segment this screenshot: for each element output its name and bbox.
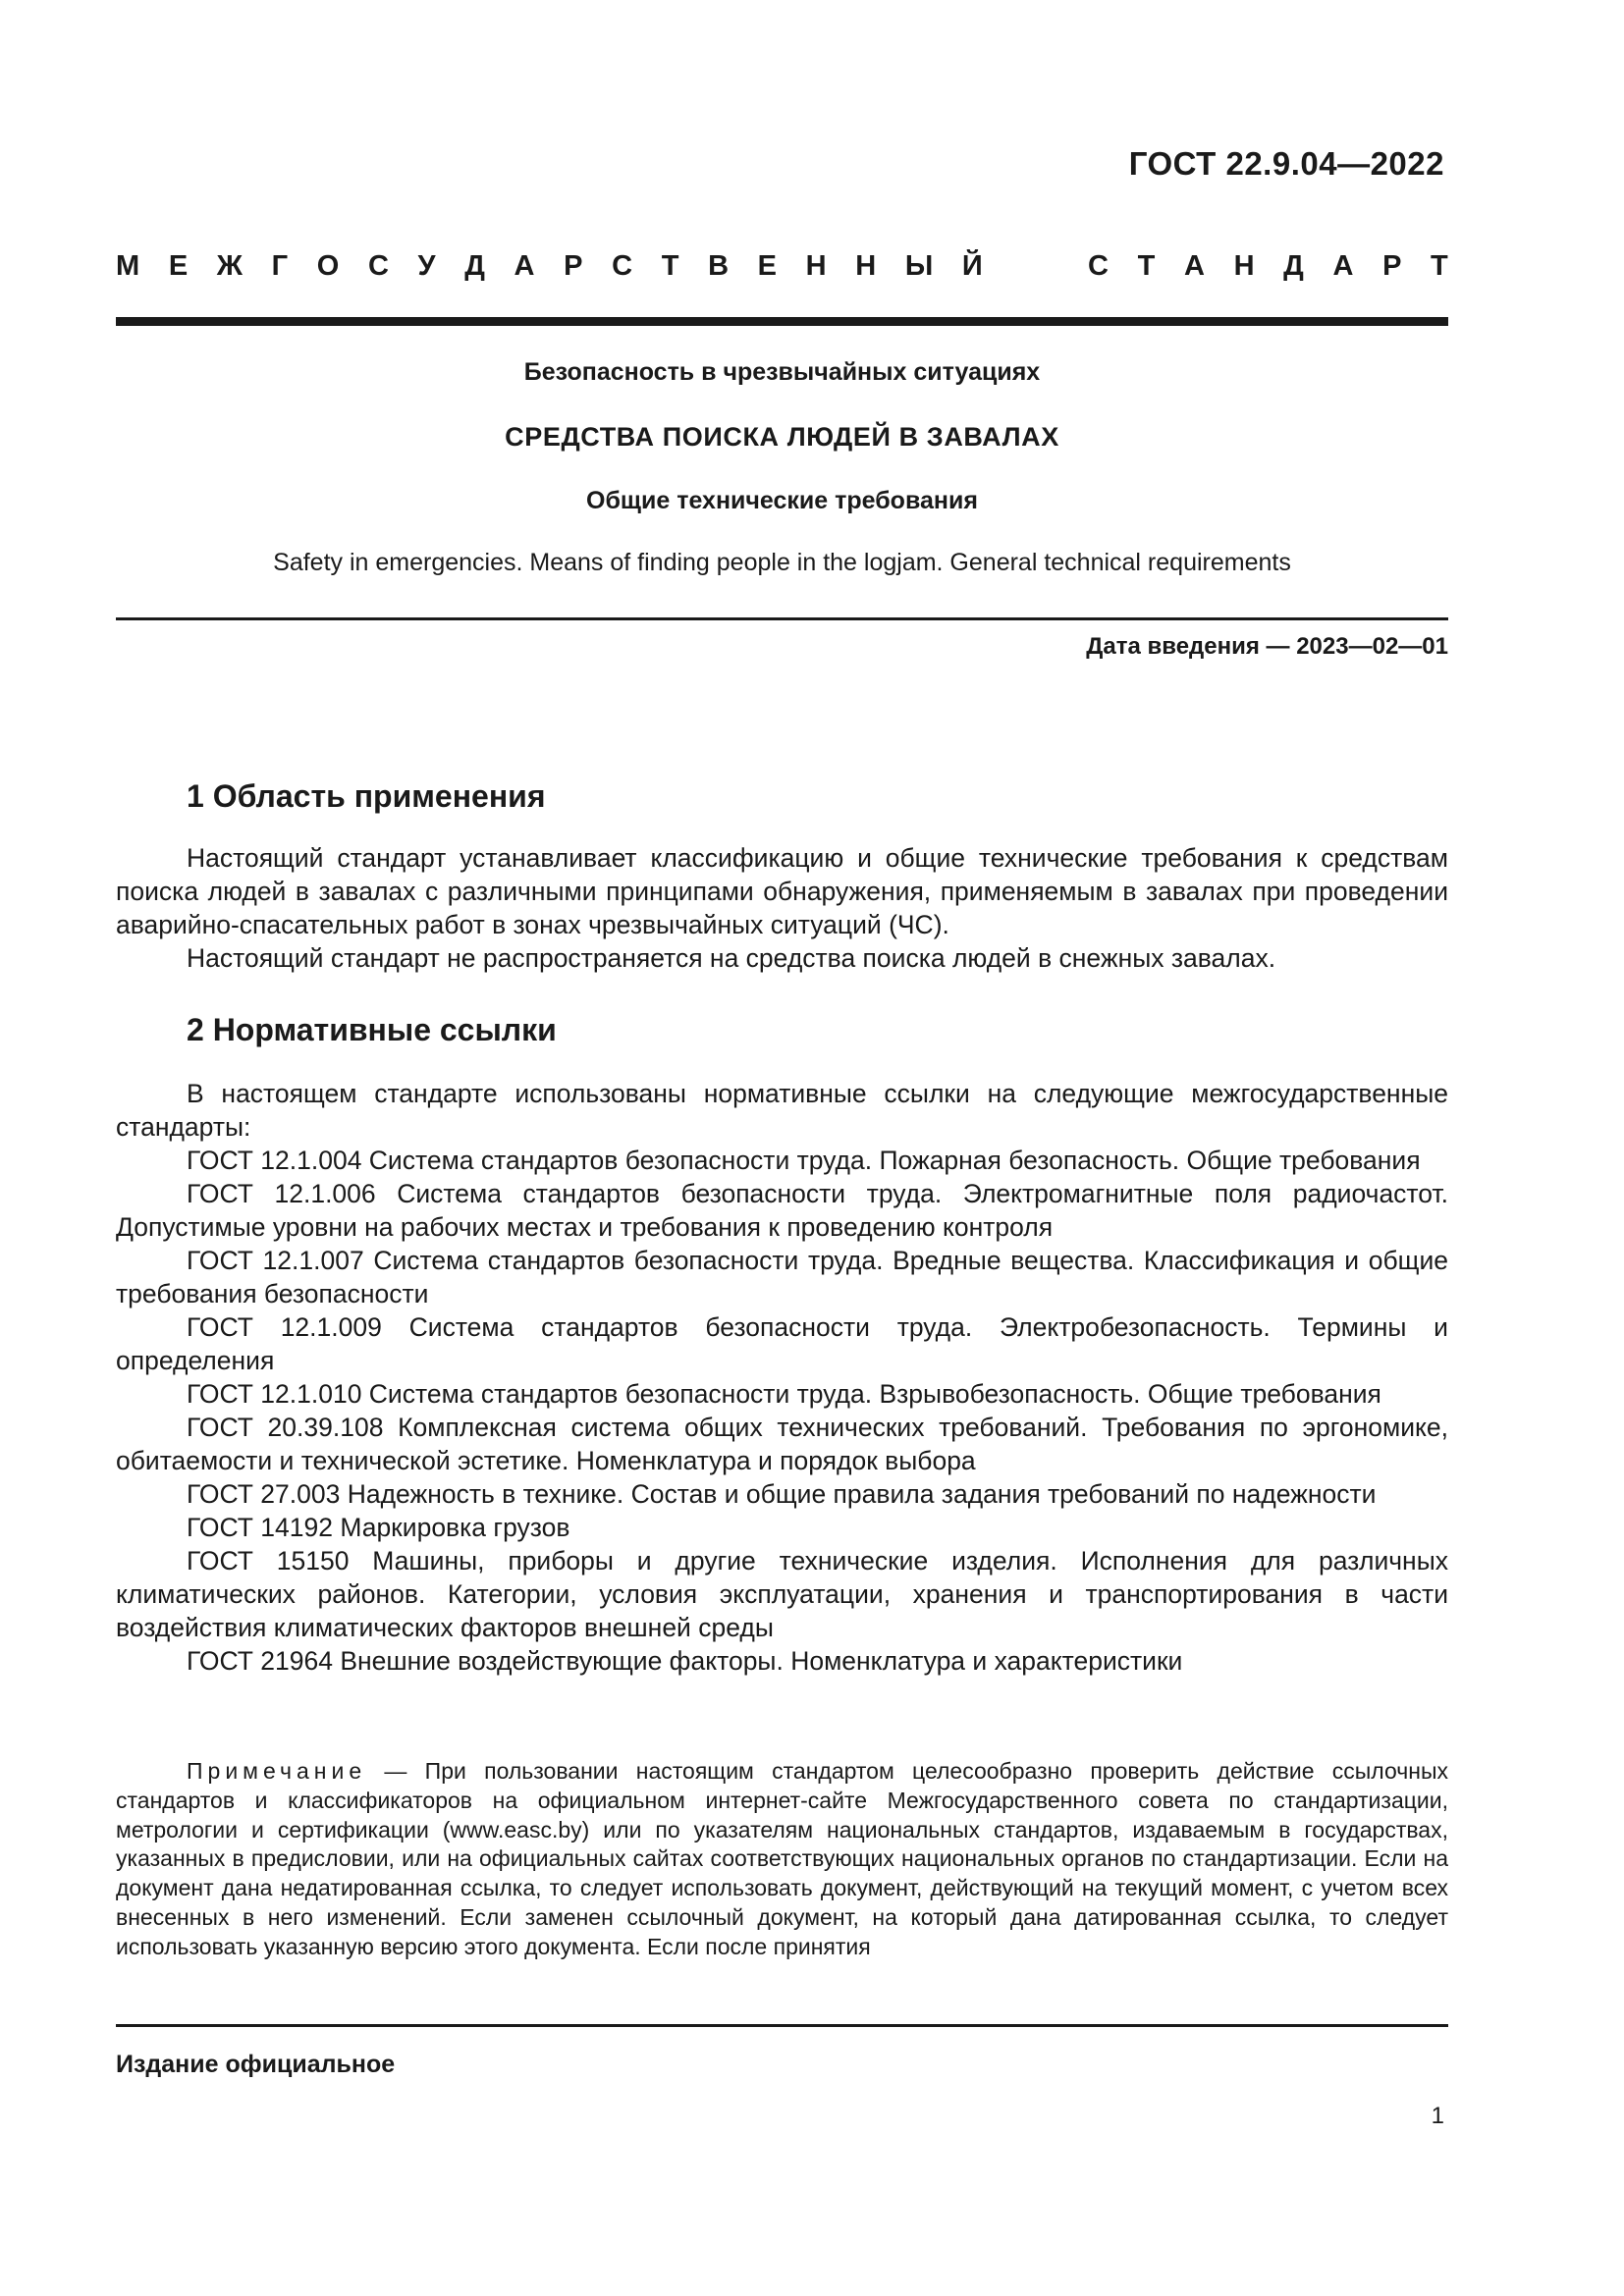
banner-letter: А: [514, 250, 535, 282]
reference-item: ГОСТ 20.39.108 Комплексная система общих технических требований. Требования по эргономике, обитаемости и технической эстетике. Номенклатура и порядок выбора: [116, 1413, 1448, 1475]
banner-letter: Т: [661, 250, 679, 282]
banner-letter: Ы: [904, 250, 934, 282]
document-category: Безопасность в чрезвычайных ситуациях: [523, 358, 1041, 386]
document-number: ГОСТ 22.9.04—2022: [1128, 145, 1444, 182]
reference-item: ГОСТ 27.003 Надежность в технике. Состав и общие правила задания требований по надежности: [187, 1479, 1377, 1509]
interstate-standard-banner: [116, 250, 1448, 283]
document-title: СРЕДСТВА ПОИСКА ЛЮДЕЙ В ЗАВАЛАХ: [505, 422, 1059, 452]
banner-letter: Н: [855, 250, 877, 282]
page-number: 1: [1431, 2103, 1444, 2129]
reference-item: ГОСТ 21964 Внешние воздействующие факторы. Номенклатура и характеристики: [187, 1646, 1183, 1676]
header-divider-thick: [116, 317, 1448, 326]
banner-letter: У: [417, 250, 436, 282]
banner-letter: М: [116, 250, 140, 282]
banner-letter: С: [367, 250, 389, 282]
reference-item: ГОСТ 12.1.009 Система стандартов безопасности труда. Электробезопасность. Термины и определения: [116, 1312, 1448, 1375]
banner-word-gap: [1011, 250, 1058, 283]
note-label: Примечание: [187, 1758, 367, 1784]
banner-letter: Р: [1382, 250, 1402, 282]
section-heading: 2 Нормативные ссылки: [187, 1012, 557, 1047]
banner-letter: С: [612, 250, 633, 282]
english-title: Safety in emergencies. Means of finding people in the logjam. General technical requirements: [273, 549, 1291, 576]
banner-letter: С: [1088, 250, 1109, 282]
banner-letter: А: [1183, 250, 1205, 282]
banner-letter: Н: [805, 250, 827, 282]
banner-letter: Е: [757, 250, 778, 282]
banner-letter: А: [1332, 250, 1354, 282]
reference-item: ГОСТ 12.1.004 Система стандартов безопасности труда. Пожарная безопасность. Общие требования: [187, 1146, 1421, 1175]
section-references: [116, 1012, 1448, 1048]
banner-letter: Ж: [216, 250, 244, 282]
reference-item: ГОСТ 15150 Машины, приборы и другие технические изделия. Исполнения для различных климатических районов. Категории, условия эксплуатации, хранения и транспортирования в части воздействия климатических факторов внешней среды: [116, 1546, 1448, 1642]
title-divider: [116, 617, 1448, 620]
references-list: [116, 1077, 1448, 1678]
banner-letter: Н: [1233, 250, 1255, 282]
reference-item: ГОСТ 14192 Маркировка грузов: [187, 1513, 570, 1542]
banner-letter: Р: [564, 250, 583, 282]
paragraph: Настоящий стандарт не распространяется на средства поиска людей в снежных завалах.: [187, 943, 1276, 973]
banner-letter: Й: [961, 250, 983, 282]
section-scope: [116, 778, 1448, 815]
section-scope-body: [116, 841, 1448, 975]
document-subtitle: Общие технические требования: [586, 487, 978, 514]
note-paragraph: [116, 1757, 1448, 1962]
reference-item: ГОСТ 12.1.007 Система стандартов безопасности труда. Вредные вещества. Классификация и общие требования безопасности: [116, 1246, 1448, 1308]
banner-letter: Г: [271, 250, 289, 282]
section-heading: 1 Область применения: [187, 778, 546, 814]
paragraph: Настоящий стандарт устанавливает классификацию и общие технические требования к средствам поиска людей в завалах с различными принципами обнаружения, применяемым в завалах при проведении аварийно-спасательных работ в зонах чрезвычайных ситуаций (ЧС).: [116, 843, 1448, 939]
note-text: — При пользовании настоящим стандартом целесообразно проверить действие ссылочных стандартов и классификаторов на официальном интернет-сайте Межгосударственного совета по стандартизации, метрологии и сертификации (www.easc.by) или по указателям национальных стандартов, издаваемым в государствах, указанных в предисловии, или на официальных сайтах соответствующих национальных органов по стандартизации. Если на документ дана недатированная ссылка, то следует использовать документ, действующий на текущий момент, с учетом всех внесенных в него изменений. Если заменен ссылочный документ, на который дана датированная ссылка, то следует использовать указанную версию этого документа. Если после принятия: [116, 1758, 1448, 1959]
banner-letter: В: [708, 250, 730, 282]
introduction-date: Дата введения — 2023—02—01: [1086, 633, 1448, 660]
reference-item: ГОСТ 12.1.006 Система стандартов безопасности труда. Электромагнитные поля радиочастот. Допустимые уровни на рабочих местах и требования к проведению контроля: [116, 1179, 1448, 1242]
banner-letter: О: [316, 250, 340, 282]
banner-letter: Е: [168, 250, 189, 282]
edition-label: Издание официальное: [116, 2051, 396, 2078]
banner-letter: Д: [1283, 250, 1304, 282]
footer-divider: [116, 2024, 1448, 2027]
banner-letter: Т: [1137, 250, 1156, 282]
note-block: [116, 1757, 1448, 1962]
banner-letter: Т: [1431, 250, 1448, 282]
paragraph: В настоящем стандарте использованы нормативные ссылки на следующие межгосударственные стандарты:: [116, 1079, 1448, 1142]
reference-item: ГОСТ 12.1.010 Система стандартов безопасности труда. Взрывобезопасность. Общие требования: [187, 1379, 1381, 1409]
banner-letter: Д: [464, 250, 485, 282]
